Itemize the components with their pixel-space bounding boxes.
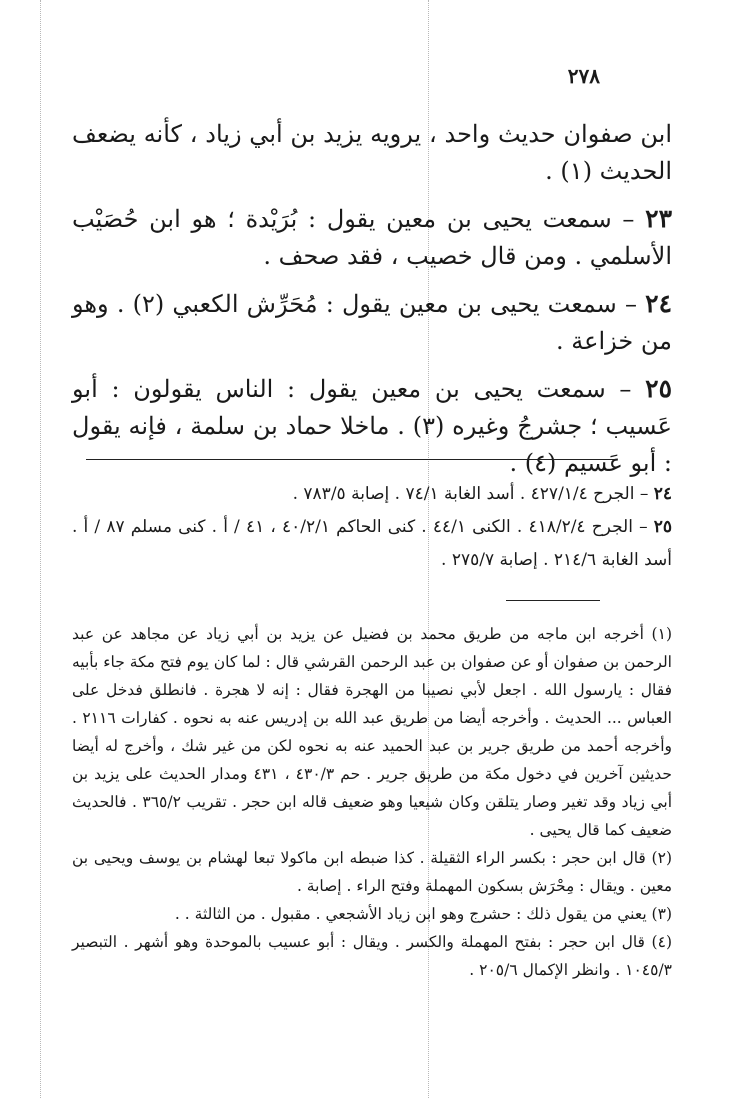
footnote-3: (٣) يعني من يقول ذلك : حشرج وهو ابن زياد الأشجعي . مقبول . من الثالثة . .: [174, 905, 672, 923]
references-block: [72, 478, 672, 577]
reference-number: ٢٤: [653, 484, 672, 504]
reference-24: [72, 478, 672, 511]
paragraph-text: – سمعت يحيى بن معين يقول : الناس يقولون : أبو عَسيب ؛ جشرجُ وغيره (٣) . ماخلا حماد بن سلمة ، فإنه يقول : أبو عَسيم (٤) .: [72, 375, 672, 477]
reference-text: – الجرح ٤٢٧/١/٤ . أسد الغابة ٧٤/١ . إصابة ٧٨٣/٥ .: [292, 484, 654, 504]
paragraph-24: [72, 285, 672, 360]
page-number: ٢٧٨: [567, 64, 600, 88]
reference-25: [72, 511, 672, 577]
entry-number: ٢٥: [645, 374, 672, 403]
paragraph-23: [72, 200, 672, 275]
footnote-1: (١) أخرجه ابن ماجه من طريق محمد بن فضيل عن يزيد بن أبي زياد عن مجاهد عن عبد الرحمن بن صفوان أو عن صفوان بن عبد الرحمن القرشي قال : لما كان يوم فتح مكة جاء بأبيه فقال : يارسول الله . اجعل لأبي نصيبا من الهجرة فقال : إنه لا هجرة . فانطلق فدخل على العباس ... الحديث . وأخرجه أيضا من طريق عبد الله بن إدريس عنه به نحوه . كفارات ٢١١٦ . وأخرجه أحمد من طريق جرير بن عبد الحميد عنه به نحوه لكن من غير شك ، وأخرج له أيضا حديثين آخرين في دخول مكة من طريق جرير . حم ٤٣٠/٣ ، ٤٣١ ومدار الحديث على يزيد بن أبي زياد وقد تغير وصار يتلقن وكان شيعيا وهو ضعيف قاله ابن حجر . تقريب ٣٦٥/٢ . فالحديث ضعيف كما قال يحيى .: [71, 625, 673, 839]
reference-text: – الجرح ٤١٨/٢/٤ . الكنى ٤٤/١ . كنى الحاكم ٤٠/٢/١ ، ٤١ / أ . كنى مسلم ٨٧ / أ . أسد الغابة ٢١٤/٦ . إصابة ٢٧٥/٧ .: [72, 517, 672, 570]
entry-number: ٢٣: [645, 204, 672, 233]
paragraph-continuation: [72, 116, 672, 190]
separator-line: [86, 459, 616, 460]
entry-number: ٢٤: [645, 289, 672, 318]
reference-number: ٢٥: [653, 517, 673, 537]
paragraph-text: ابن صفوان حديث واحد ، يرويه يزيد بن أبي زياد ، كأنه يضعف الحديث (١) .: [72, 120, 672, 185]
footnote-4: (٤) قال ابن حجر : بفتح المهملة والكسر . ويقال : أبو عسيب بالموحدة وهو أشهر . التبصير ١٠٤٥/٣ . وانظر الإكمال ٢٠٥/٦ .: [72, 933, 672, 979]
footnote-2: (٢) قال ابن حجر : بكسر الراء الثقيلة . كذا ضبطه ابن ماكولا تبعا لهشام بن يوسف ويحيى بن معين . ويقال : مِحْرَش بسكون المهملة وفتح الراء . إصابة .: [72, 849, 672, 895]
margin-dotted-line-left: [40, 0, 41, 1098]
footnote-separator: [506, 600, 600, 601]
paragraph-25: [72, 370, 672, 482]
footnotes: [72, 620, 672, 984]
paragraph-text: – سمعت يحيى بن معين يقول : بُرَيْدة ؛ هو ابن حُصَيْب الأسلمي . ومن قال خصيب ، فقد صحف .: [72, 205, 672, 270]
main-text: [72, 116, 672, 492]
paragraph-text: – سمعت يحيى بن معين يقول : مُحَرِّش الكعبي (٢) . وهو من خزاعة .: [72, 290, 672, 355]
